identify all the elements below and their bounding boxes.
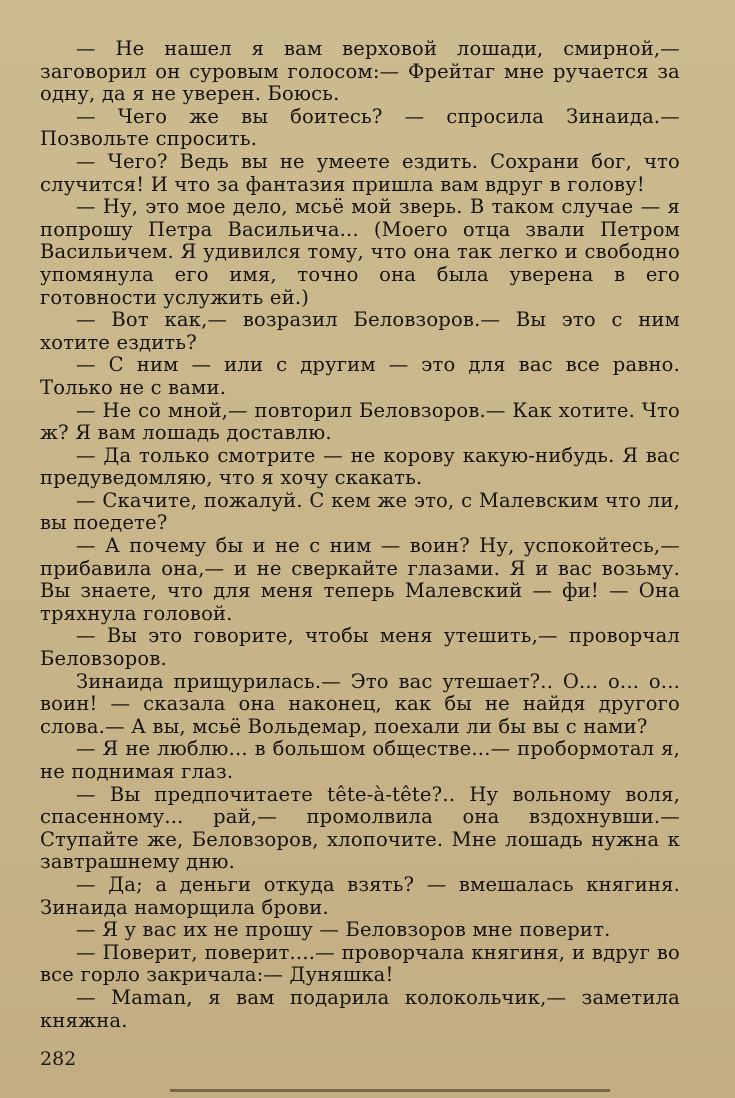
paragraph: — Вы это говорите, чтобы меня утешить,— проворчал Беловзоров. bbox=[40, 624, 680, 671]
paragraph: — Поверит, поверит....— проворчала княгиня, и вдруг во все горло закричала:— Дуняшка! bbox=[40, 940, 680, 987]
paragraph: — Maman, я вам подарила колокольчик,— заметила княжна. bbox=[40, 985, 680, 1032]
paragraph: — Да только смотрите — не корову какую-нибудь. Я вас предуведомляю, что я хочу скакать. bbox=[40, 443, 680, 490]
paragraph: — Вы предпочитаете tête-à-tête?.. Ну вольному воля, спасенному... рай,— промолвила она вздохнувши.— Ступайте же, Беловзоров, хлопочите. Мне лошадь нужна к завтрашнему дню. bbox=[40, 782, 680, 874]
paragraph: — А почему бы и не с ним — воин? Ну, успокойтесь,— прибавила она,— и не сверкайте глазами. Я и вас возьму. Вы знаете, что для меня теперь Малевский — фи! — Она тряхнула головой. bbox=[40, 534, 680, 625]
page-number: 282 bbox=[40, 1048, 77, 1070]
paragraph: — Вот как,— возразил Беловзоров.— Вы это с ним хотите ездить? bbox=[40, 308, 680, 354]
paragraph: — Чего же вы боитесь? — спросила Зинаида.— Позвольте спросить. bbox=[40, 104, 680, 151]
paragraph: Зинаида прищурилась.— Это вас утешает?.. О... о... о... воин! — сказала она наконец, как бы не найдя другого слова.— А вы, мсьё Вольдемар, поехали ли бы вы с нами? bbox=[40, 669, 680, 738]
page-bottom-edge bbox=[170, 1089, 610, 1092]
page-text bbox=[40, 38, 680, 1032]
paragraph: — Я у вас их не прошу — Беловзоров мне поверит. bbox=[76, 918, 611, 942]
paragraph: — Не нашел я вам верховой лошади, смирной,— заговорил он суровым голосом:— Фрейтаг мне ручается за одну, да я не уверен. Боюсь. bbox=[40, 37, 680, 106]
paragraph: — Чего? Ведь вы не умеете ездить. Сохрани бог, что случится! И что за фантазия пришла вам вдруг в голову! bbox=[40, 149, 680, 196]
paragraph: — Я не люблю... в большом обществе...— пробормотал я, не поднимая глаз. bbox=[40, 737, 680, 783]
paragraph: — Ну, это мое дело, мсьё мой зверь. В таком случае — я попрошу Петра Васильича... (Моего отца звали Петром Васильичем. Я удивился тому, что она так легко и свободно упомянула его имя, точно она была уверена в его готовности услужить ей.) bbox=[40, 195, 680, 309]
paragraph: — Не со мной,— повторил Беловзоров.— Как хотите. Что ж? Я вам лошадь доставлю. bbox=[40, 398, 680, 445]
paragraph: — С ним — или с другим — это для вас все равно. Только не с вами. bbox=[40, 353, 680, 399]
paragraph: — Скачите, пожалуй. С кем же это, с Малевским что ли, вы поедете? bbox=[40, 488, 680, 535]
paragraph: — Да; а деньги откуда взять? — вмешалась княгиня. Зинаида наморщила брови. bbox=[40, 872, 680, 919]
